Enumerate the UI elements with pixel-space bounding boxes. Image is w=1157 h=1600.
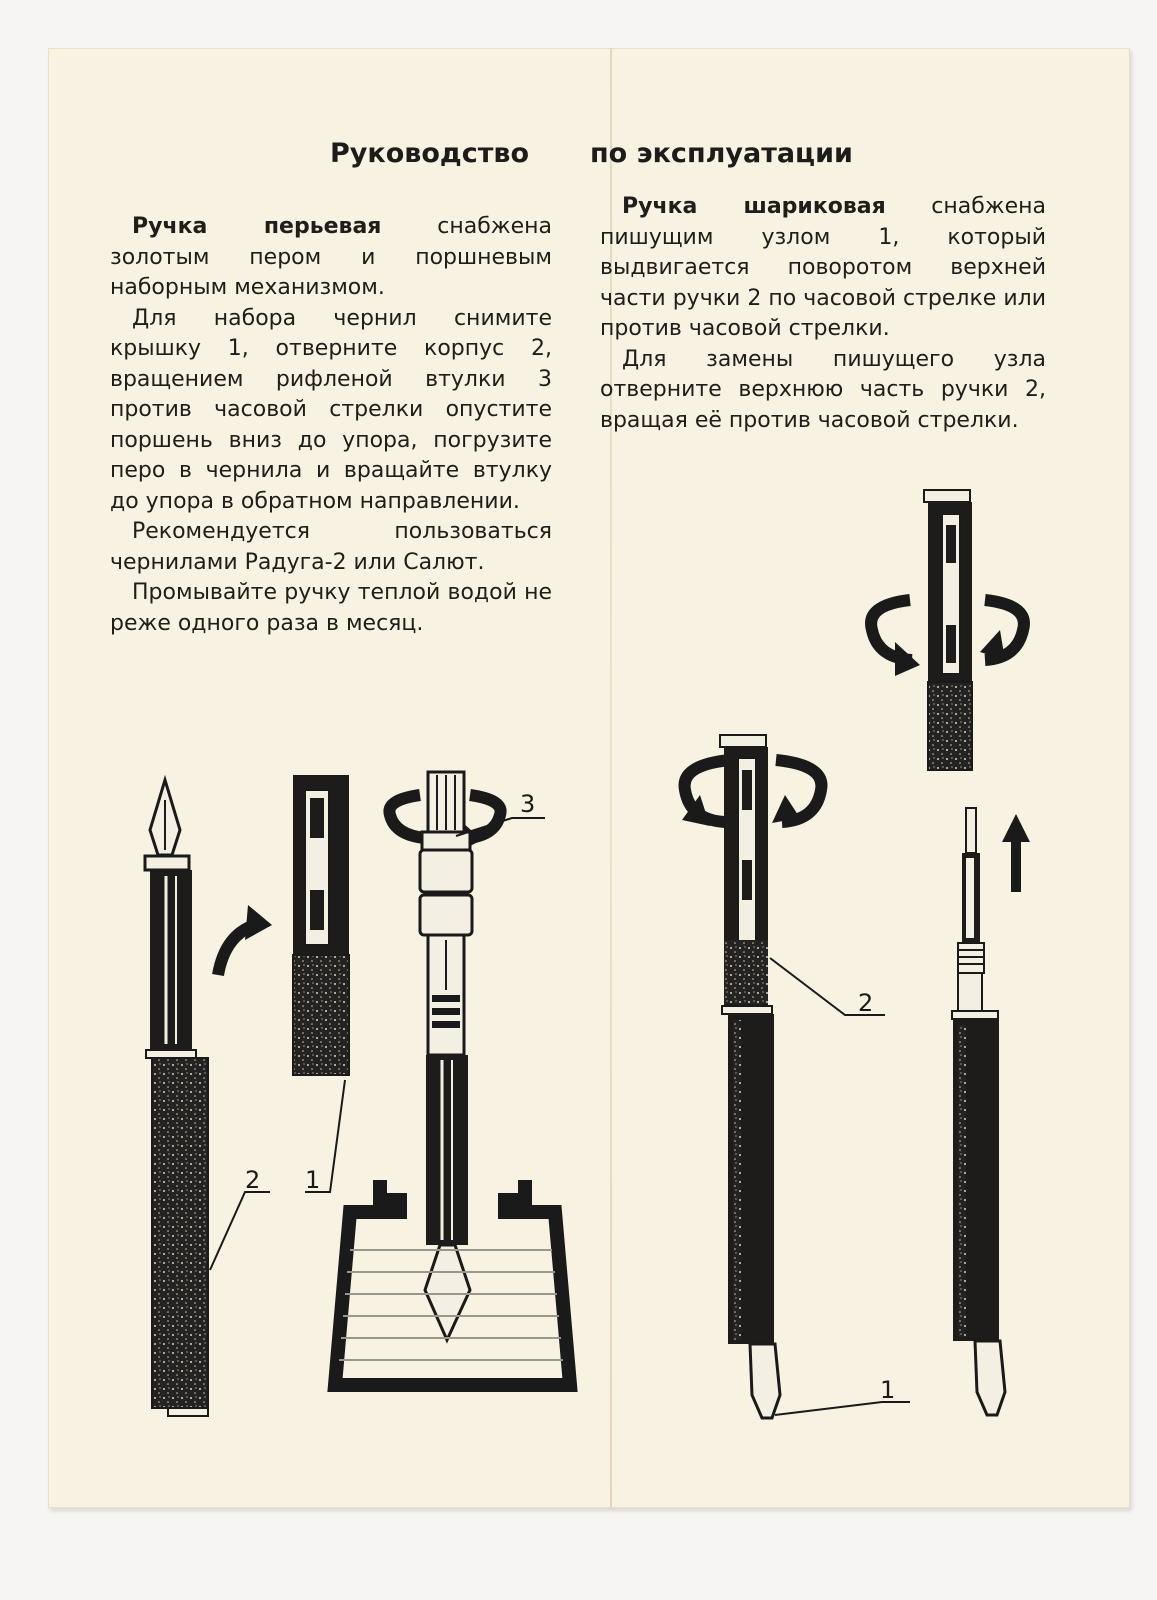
title-word-1: Руководство <box>330 138 529 169</box>
bp-top-arrowhead-icon <box>895 642 920 676</box>
fp-heading: Ручка перьевая <box>132 214 382 239</box>
bp-paragraph-2: Для замены пишущего узла отверните верхнюю часть ручки 2, вращая её против часовой стрелки. <box>600 346 1046 433</box>
rotate-left-icon <box>389 795 425 838</box>
ballpoint-top-part-figure <box>924 490 972 770</box>
bp-top-rotate-left-icon <box>871 600 912 660</box>
fp-intro: снабжена золотым пером и поршневым наборным механизмом. <box>110 214 552 300</box>
fp-paragraph-4: Промывайте ручку теплой водой не реже одного раза в месяц. <box>110 580 552 636</box>
bp-body-label: 2 <box>858 989 874 1017</box>
fountain-pen-cap-figure <box>293 775 349 1194</box>
title-word-2: по эксплуатации <box>590 138 853 169</box>
fp-cap-label: 1 <box>305 1166 321 1194</box>
bp-top-arrowhead-2-icon <box>980 630 1005 660</box>
up-arrow-shaft <box>1011 840 1021 892</box>
ballpoint-pen-figure <box>720 735 910 1418</box>
fountain-pen-figure <box>145 780 270 1416</box>
fp-paragraph-2: Для набора чернил снимите крышку 1, отверните корпус 2, вращением рифленой втулки 3 против часовой стрелки опустите поршень вниз до упора, погрузите перо в чернила и вращайте втулку до упора в обратном направлении. <box>110 305 552 514</box>
bp-tip-label: 1 <box>880 1376 896 1404</box>
ballpoint-lower-part-figure <box>952 808 1005 1415</box>
up-arrow-icon <box>1002 814 1030 842</box>
fp-sleeve-label: 3 <box>520 790 536 818</box>
fp-body-label: 2 <box>245 1166 261 1194</box>
bp-intro: снабжена пишущим узлом 1, который выдвигается поворотом верхней части ручки 2 по часовой стрелке или против часовой стрелки. <box>600 194 1046 341</box>
pen-in-ink-bottle-figure <box>335 772 570 1385</box>
bp-heading: Ручка шариковая <box>622 194 886 219</box>
arrowhead-icon <box>245 905 272 940</box>
fp-paragraph-3: Рекомендуется пользоваться чернилами Радуга-2 или Салют. <box>110 519 552 575</box>
